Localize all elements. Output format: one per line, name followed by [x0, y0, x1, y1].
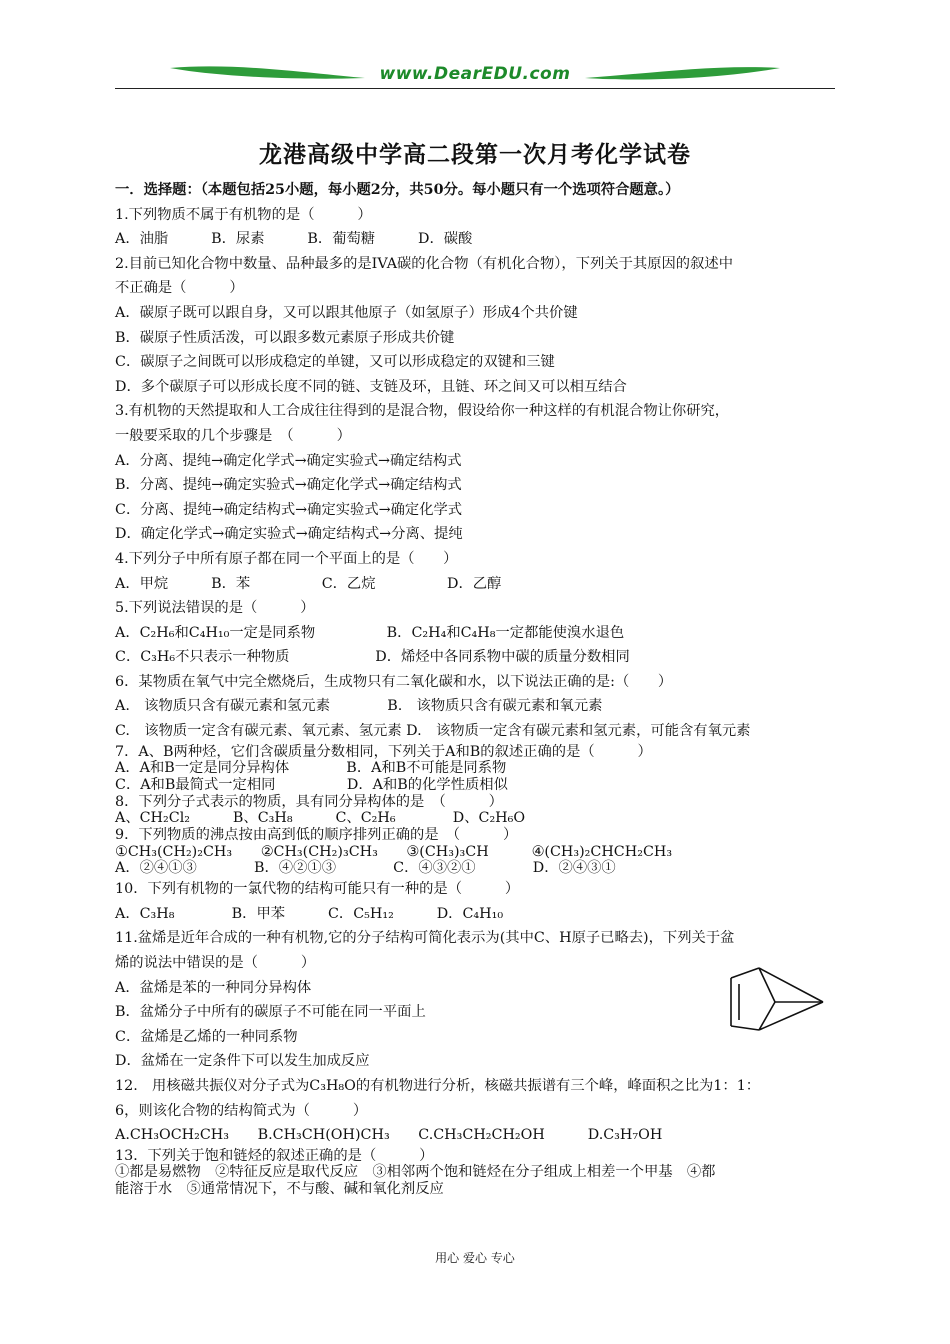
text-line: 6．某物质在氧气中完全燃烧后，生成物只有二氧化碳和水，以下说法正确的是:（ ） — [115, 673, 673, 690]
text-line: A．油脂 B．尿素 B．葡萄糖 D．碳酸 — [115, 231, 473, 248]
text-line: ①都是易燃物 ②特征反应是取代反应 ③相邻两个饱和链烃在分子组成上相差一个甲基 ④都 — [115, 1164, 716, 1181]
text-line: B．分离、提纯→确定实验式→确定化学式→确定结构式 — [115, 477, 462, 494]
text-line: A．C₂H₆和C₄H₁₀一定是同系物 B．C₂H₄和C₄H₈一定都能使溴水退色 — [115, 624, 625, 641]
text-line: A、CH₂Cl₂ B、C₃H₈ C、C₂H₆ D、C₂H₆O — [115, 810, 526, 827]
text-line: D．多个碳原子可以形成长度不同的链、支链及环，且链、环之间又可以相互结合 — [115, 378, 627, 395]
site-logo — [115, 58, 835, 90]
text-line: C．分离、提纯→确定结构式→确定实验式→确定化学式 — [115, 501, 463, 518]
text-line: A．盆烯是苯的一种同分异构体 — [115, 979, 312, 996]
text-line: 一般要采取的几个步骤是 （ ） — [115, 427, 351, 444]
text-line: 12. 用核磁共振仪对分子式为C₃H₈O的有机物进行分析，核磁共振谱有三个峰，峰面积之比为1：1： — [115, 1077, 761, 1094]
text-line: 13．下列关于饱和链烃的叙述正确的是（ ） — [115, 1147, 434, 1164]
text-line: A.CH₃OCH₂CH₃ B.CH₃CH(OH)CH₃ C.CH₃CH₂CH₂OH D.C₃H₇OH — [115, 1127, 663, 1144]
text-line: 不正确是（ ） — [115, 280, 244, 297]
text-line: B．盆烯分子中所有的碳原子不可能在同一平面上 — [115, 1004, 426, 1021]
benzvalene-structure-icon — [727, 966, 827, 1032]
text-line: 8．下列分子式表示的物质，具有同分异构体的是 （ ） — [115, 793, 503, 810]
text-line: 11.盆烯是近年合成的一种有机物,它的分子结构可简化表示为(其中C、H原子已略去)，下列关于盆 — [115, 930, 735, 947]
logo-text: www.DearEDU.com — [379, 64, 571, 84]
text-line: 烯的说法中错误的是（ ） — [115, 954, 316, 971]
text-line: 10．下列有机物的一氯代物的结构可能只有一种的是（ ） — [115, 881, 520, 898]
text-line: B．碳原子性质活泼，可以跟多数元素原子形成共价键 — [115, 329, 455, 346]
text-line: A．分离、提纯→确定化学式→确定实验式→确定结构式 — [115, 452, 462, 469]
question-list — [115, 178, 840, 1198]
text-line: 1.下列物质不属于有机物的是（ ） — [115, 206, 372, 223]
text-line: 3.有机物的天然提取和人工合成往往得到的是混合物，假设给你一种这样的有机混合物让你研究， — [115, 403, 730, 420]
text-line: 7．A、B两种烃，它们含碳质量分数相同，下列关于A和B的叙述正确的是（ ） — [115, 743, 652, 760]
text-line: C．碳原子之间既可以形成稳定的单键，又可以形成稳定的双键和三键 — [115, 354, 555, 371]
text-line: C．C₃H₆不只表示一种物质 D．烯烃中各同系物中碳的质量分数相同 — [115, 649, 630, 666]
text-line: A．碳原子既可以跟自身，又可以跟其他原子（如氢原子）形成4个共价键 — [115, 304, 578, 321]
footer-motto: 用心 爱心 专心 — [435, 1251, 515, 1265]
text-line: D．盆烯在一定条件下可以发生加成反应 — [115, 1053, 370, 1070]
text-line: 9．下列物质的沸点按由高到低的顺序排列正确的是 （ ） — [115, 827, 518, 844]
text-line: A．②④①③ B．④②①③ C．④③②① D．②④③① — [115, 860, 616, 877]
text-line: 2.目前已知化合物中数量、品种最多的是IVA碳的化合物（有机化合物），下列关于其原因的叙述中 — [115, 255, 733, 272]
text-line: 能溶于水 ⑤通常情况下，不与酸、碱和氧化剂反应 — [115, 1181, 444, 1198]
header-divider — [115, 88, 835, 89]
text-line: ①CH₃(CH₂)₂CH₃ ②CH₃(CH₂)₃CH₃ ③(CH₃)₃CH ④(CH₃)₂CHCH₂CH₃ — [115, 843, 673, 860]
text-line: A. 该物质只含有碳元素和氢元素 B. 该物质只含有碳元素和氧元素 — [115, 698, 603, 715]
text-line: 6，则该化合物的结构简式为（ ） — [115, 1102, 368, 1119]
page-title: 龙港高级中学高二段第一次月考化学试卷 — [259, 141, 691, 168]
text-line: C．盆烯是乙烯的一种同系物 — [115, 1028, 298, 1045]
text-line: D．确定化学式→确定实验式→确定结构式→分离、提纯 — [115, 526, 463, 543]
text-line: C. 该物质一定含有碳元素、氧元素、氢元素 D. 该物质一定含有碳元素和氢元素，可能含有氧元素 — [115, 723, 751, 740]
text-line: C．A和B最简式一定相同 D．A和B的化学性质相似 — [115, 777, 508, 794]
text-line: 5.下列说法错误的是（ ） — [115, 600, 315, 617]
text-line: 一．选择题：（本题包括25小题，每小题2分，共50分。每小题只有一个选项符合题意。） — [115, 182, 680, 198]
text-line: 4.下列分子中所有原子都在同一个平面上的是（ ） — [115, 550, 458, 567]
text-line: A．甲烷 B．苯 C．乙烷 D．乙醇 — [115, 575, 502, 592]
text-line: A．C₃H₈ B．甲苯 C．C₅H₁₂ D．C₄H₁₀ — [115, 905, 504, 922]
text-line: A．A和B一定是同分异构体 B．A和B不可能是同系物 — [115, 760, 507, 777]
